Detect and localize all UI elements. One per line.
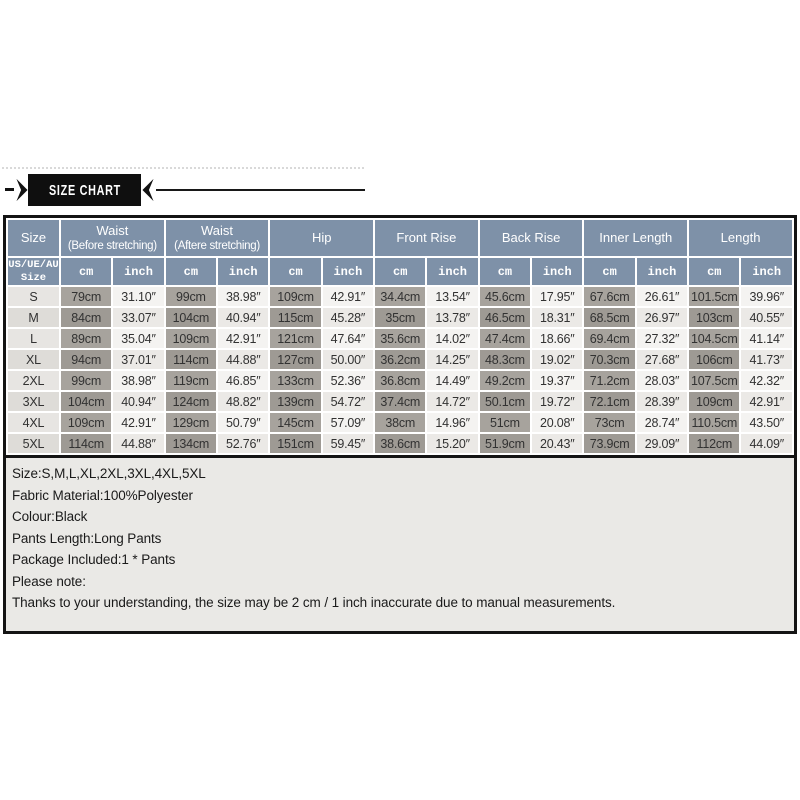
measure-cell-inch: 27.32″ (637, 329, 687, 348)
measure-cell-inch: 35.04″ (113, 329, 163, 348)
table-row (8, 371, 792, 390)
subheader-inch: inch (113, 258, 163, 285)
measure-cell-cm: 127cm (270, 350, 320, 369)
measure-cell-inch: 33.07″ (113, 308, 163, 327)
measure-cell-cm: 145cm (270, 413, 320, 432)
subheader-cm: cm (61, 258, 111, 285)
size-cell: M (8, 308, 59, 327)
note-line: Pants Length:Long Pants (12, 530, 162, 546)
measure-cell-cm: 73cm (584, 413, 634, 432)
measure-cell-cm: 109cm (61, 413, 111, 432)
size-cell: 2XL (8, 371, 59, 390)
measure-cell-cm: 114cm (61, 434, 111, 453)
column-group-header: Back Rise (480, 220, 583, 256)
measure-cell-inch: 42.32″ (741, 371, 792, 390)
measure-cell-inch: 19.37″ (532, 371, 582, 390)
measure-cell-inch: 20.43″ (532, 434, 582, 453)
ribbon-fold-right-icon (142, 178, 154, 202)
measure-cell-inch: 18.66″ (532, 329, 582, 348)
measure-cell-inch: 45.28″ (323, 308, 373, 327)
measure-cell-cm: 35.6cm (375, 329, 425, 348)
measure-cell-inch: 14.25″ (427, 350, 477, 369)
column-header-size: Size (8, 220, 59, 256)
column-group-header: Front Rise (375, 220, 478, 256)
measure-cell-cm: 67.6cm (584, 287, 634, 306)
size-cell: L (8, 329, 59, 348)
measure-cell-inch: 26.61″ (637, 287, 687, 306)
measure-cell-inch: 19.02″ (532, 350, 582, 369)
measure-cell-cm: 107.5cm (689, 371, 739, 390)
measure-cell-inch: 57.09″ (323, 413, 373, 432)
measure-cell-inch: 14.72″ (427, 392, 477, 411)
measure-cell-inch: 42.91″ (741, 392, 792, 411)
table-row (8, 350, 792, 369)
note-line: Fabric Material:100%Polyester (12, 487, 193, 503)
size-cell: 3XL (8, 392, 59, 411)
measure-cell-cm: 84cm (61, 308, 111, 327)
measure-cell-cm: 48.3cm (480, 350, 530, 369)
measure-cell-cm: 110.5cm (689, 413, 739, 432)
measure-cell-inch: 29.09″ (637, 434, 687, 453)
size-chart-banner (0, 167, 800, 211)
measure-cell-cm: 38cm (375, 413, 425, 432)
measure-cell-cm: 51cm (480, 413, 530, 432)
subheader-cm: cm (270, 258, 320, 285)
measure-cell-cm: 99cm (166, 287, 216, 306)
measure-cell-cm: 101.5cm (689, 287, 739, 306)
measure-cell-inch: 50.00″ (323, 350, 373, 369)
measure-cell-cm: 68.5cm (584, 308, 634, 327)
ribbon-fold-left-icon (16, 178, 28, 202)
measure-cell-cm: 115cm (270, 308, 320, 327)
measure-cell-cm: 49.2cm (480, 371, 530, 390)
measure-cell-inch: 54.72″ (323, 392, 373, 411)
subheader-inch: inch (637, 258, 687, 285)
measure-cell-inch: 27.68″ (637, 350, 687, 369)
left-dash (5, 188, 14, 191)
table-row (8, 413, 792, 432)
measure-cell-inch: 42.91″ (218, 329, 268, 348)
table-row (8, 434, 792, 453)
measure-cell-inch: 14.02″ (427, 329, 477, 348)
subheader-cm: cm (584, 258, 634, 285)
measure-cell-inch: 38.98″ (113, 371, 163, 390)
column-group-header: Waist (Aftere stretching) (166, 220, 269, 256)
measure-cell-inch: 44.09″ (741, 434, 792, 453)
subheader-inch: inch (323, 258, 373, 285)
measure-cell-inch: 47.64″ (323, 329, 373, 348)
measure-cell-cm: 35cm (375, 308, 425, 327)
measure-cell-cm: 89cm (61, 329, 111, 348)
subheader-cm: cm (166, 258, 216, 285)
measure-cell-inch: 31.10″ (113, 287, 163, 306)
measure-cell-cm: 72.1cm (584, 392, 634, 411)
size-chart-table (6, 218, 794, 455)
product-notes (6, 455, 794, 631)
measure-cell-cm: 73.9cm (584, 434, 634, 453)
column-group-header: Inner Length (584, 220, 687, 256)
measure-cell-cm: 79cm (61, 287, 111, 306)
subheader-cm: cm (689, 258, 739, 285)
measure-cell-inch: 26.97″ (637, 308, 687, 327)
measure-cell-inch: 44.88″ (113, 434, 163, 453)
measure-cell-inch: 43.50″ (741, 413, 792, 432)
measure-cell-inch: 13.78″ (427, 308, 477, 327)
measure-cell-cm: 104.5cm (689, 329, 739, 348)
measure-cell-cm: 124cm (166, 392, 216, 411)
measure-cell-cm: 69.4cm (584, 329, 634, 348)
measure-cell-cm: 51.9cm (480, 434, 530, 453)
measure-cell-cm: 71.2cm (584, 371, 634, 390)
size-cell: S (8, 287, 59, 306)
measure-cell-inch: 48.82″ (218, 392, 268, 411)
measure-cell-cm: 34.4cm (375, 287, 425, 306)
measure-cell-inch: 13.54″ (427, 287, 477, 306)
measure-cell-cm: 121cm (270, 329, 320, 348)
measure-cell-inch: 37.01″ (113, 350, 163, 369)
measure-cell-inch: 39.96″ (741, 287, 792, 306)
measure-cell-inch: 14.49″ (427, 371, 477, 390)
measure-cell-cm: 99cm (61, 371, 111, 390)
measure-cell-cm: 45.6cm (480, 287, 530, 306)
measure-cell-inch: 40.55″ (741, 308, 792, 327)
subheader-inch: inch (427, 258, 477, 285)
measure-cell-inch: 28.74″ (637, 413, 687, 432)
measure-cell-cm: 134cm (166, 434, 216, 453)
measure-cell-inch: 42.91″ (323, 287, 373, 306)
subheader-inch: inch (741, 258, 792, 285)
measure-cell-cm: 38.6cm (375, 434, 425, 453)
measure-cell-cm: 47.4cm (480, 329, 530, 348)
column-group-header: Length (689, 220, 792, 256)
measure-cell-cm: 119cm (166, 371, 216, 390)
measure-cell-inch: 42.91″ (113, 413, 163, 432)
dotted-line (2, 167, 364, 169)
banner-line (156, 189, 365, 191)
measure-cell-cm: 133cm (270, 371, 320, 390)
subheader-inch: inch (218, 258, 268, 285)
size-chart (3, 215, 797, 634)
measure-cell-cm: 139cm (270, 392, 320, 411)
measure-cell-cm: 104cm (166, 308, 216, 327)
table-row (8, 287, 792, 306)
measure-cell-inch: 41.73″ (741, 350, 792, 369)
measure-cell-inch: 20.08″ (532, 413, 582, 432)
measure-cell-inch: 59.45″ (323, 434, 373, 453)
measure-cell-cm: 50.1cm (480, 392, 530, 411)
measure-cell-cm: 36.2cm (375, 350, 425, 369)
note-line: Colour:Black (12, 509, 88, 524)
note-line: Thanks to your understanding, the size may be 2 cm / 1 inch inaccurate due to manual measurements. (12, 595, 616, 610)
measure-cell-inch: 50.79″ (218, 413, 268, 432)
subheader-cm: cm (480, 258, 530, 285)
measure-cell-inch: 40.94″ (218, 308, 268, 327)
measure-cell-cm: 70.3cm (584, 350, 634, 369)
measure-cell-inch: 28.39″ (637, 392, 687, 411)
table-row (8, 392, 792, 411)
measure-cell-cm: 46.5cm (480, 308, 530, 327)
subheader-inch: inch (532, 258, 582, 285)
table-row (8, 308, 792, 327)
measure-cell-inch: 52.36″ (323, 371, 373, 390)
measure-cell-inch: 44.88″ (218, 350, 268, 369)
measure-cell-inch: 41.14″ (741, 329, 792, 348)
measure-cell-cm: 109cm (689, 392, 739, 411)
size-cell: XL (8, 350, 59, 369)
note-line: Size:S,M,L,XL,2XL,3XL,4XL,5XL (12, 466, 206, 481)
measure-cell-inch: 40.94″ (113, 392, 163, 411)
measure-cell-inch: 18.31″ (532, 308, 582, 327)
measure-cell-inch: 38.98″ (218, 287, 268, 306)
measure-cell-cm: 114cm (166, 350, 216, 369)
measure-cell-cm: 104cm (61, 392, 111, 411)
measure-cell-cm: 94cm (61, 350, 111, 369)
measure-cell-inch: 28.03″ (637, 371, 687, 390)
ribbon (28, 174, 141, 206)
measure-cell-cm: 151cm (270, 434, 320, 453)
measure-cell-cm: 129cm (166, 413, 216, 432)
banner-title: SIZE CHART (48, 181, 121, 199)
measure-cell-inch: 46.85″ (218, 371, 268, 390)
measure-cell-cm: 103cm (689, 308, 739, 327)
column-group-header: Hip (270, 220, 373, 256)
measure-cell-inch: 14.96″ (427, 413, 477, 432)
measure-cell-inch: 19.72″ (532, 392, 582, 411)
size-cell: 5XL (8, 434, 59, 453)
measure-cell-cm: 112cm (689, 434, 739, 453)
subheader-region-size: US/UE/AU Size (8, 258, 59, 284)
size-cell: 4XL (8, 413, 59, 432)
measure-cell-cm: 106cm (689, 350, 739, 369)
measure-cell-inch: 52.76″ (218, 434, 268, 453)
measure-cell-cm: 109cm (270, 287, 320, 306)
measure-cell-cm: 36.8cm (375, 371, 425, 390)
measure-cell-inch: 15.20″ (427, 434, 477, 453)
column-group-header: Waist (Before stretching) (61, 220, 164, 256)
note-line: Please note: (12, 573, 86, 589)
table-row (8, 329, 792, 348)
measure-cell-cm: 109cm (166, 329, 216, 348)
subheader-cm: cm (375, 258, 425, 285)
note-line: Package Included:1 * Pants (12, 552, 176, 567)
measure-cell-inch: 17.95″ (532, 287, 582, 306)
measure-cell-cm: 37.4cm (375, 392, 425, 411)
